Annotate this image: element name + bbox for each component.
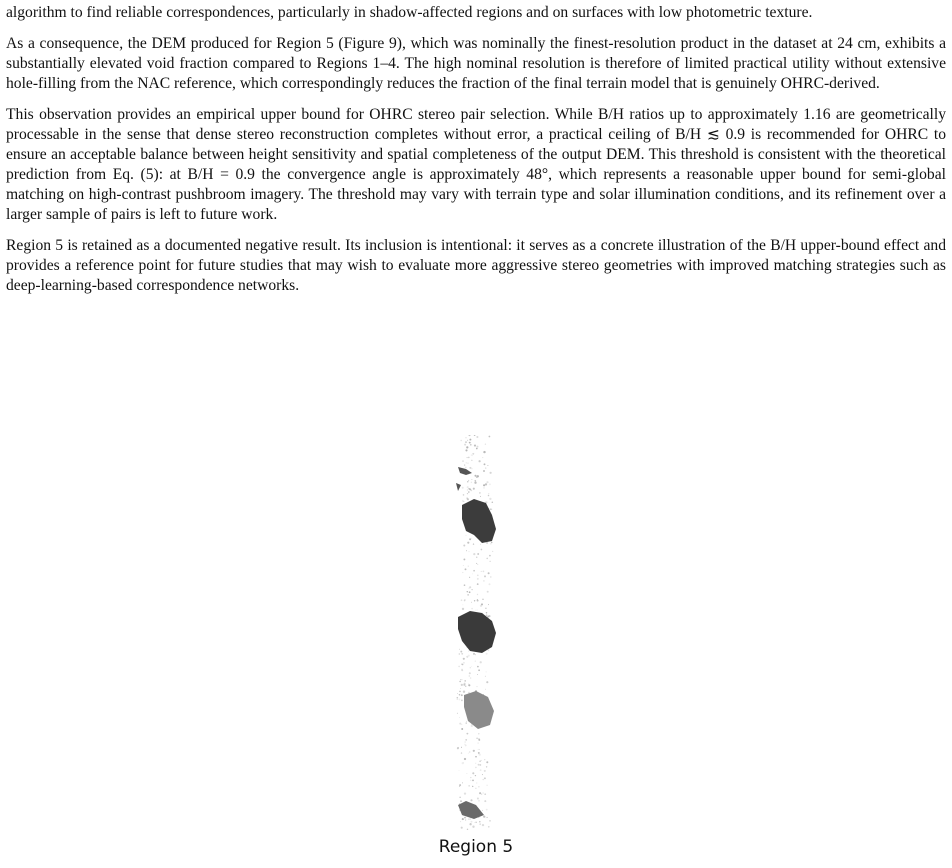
figure-caption: Region 5: [438, 837, 514, 857]
dem-patch-upper: [462, 499, 496, 543]
dem-strip-image: [452, 435, 500, 830]
dem-patch-top: [456, 467, 472, 491]
paragraph-4: Region 5 is retained as a documented negative result. Its inclusion is intentional: it serves as a concrete illustration of the B/H upper-bound effect and provides a reference point for future studies that may wish to evaluate more aggressive stereo geometries with improved matching strategies such as deep-learning-based correspondence networks.: [6, 237, 946, 294]
paragraph-2: As a consequence, the DEM produced for Region 5 (Figure 9), which was nominally the finest-resolution product in the dataset at 24 cm, exhibits a substantially elevated void fraction compared to Regions 1–4. The high nominal resolution is therefore of limited practical utility without extensive hole-filling from the NAC reference, which correspondingly reduces the fraction of the final terrain model that is genuinely OHRC-derived.: [6, 35, 946, 92]
figure: [0, 435, 952, 865]
dem-patch-lower: [464, 691, 494, 729]
dem-patch-bottom: [458, 801, 484, 819]
paragraph-3: This observation provides an empirical upper bound for OHRC stereo pair selection. While B/H ratios up to approximately 1.16 are geometrically processable in the sense that dense stereo reconstruction completes without error, a practical ceiling of B/H ≲ 0.9 is recommended for OHRC to ensure an acceptable balance between height sensitivity and spatial completeness of the output DEM. This threshold is consistent with the theoretical prediction from Eq. (5): at B/H = 0.9 the convergence angle is approximately 48°, which represents a reasonable upper bound for semi-global matching on high-contrast pushbroom imagery. The threshold may vary with terrain type and solar illumination conditions, and its refinement over a larger sample of pairs is left to future work.: [6, 106, 946, 223]
paragraph-1: algorithm to find reliable correspondences, particularly in shadow-affected regions and on surfaces with low photometric texture.: [6, 4, 813, 21]
paper-body: [6, 0, 946, 307]
dem-patch-middle: [458, 611, 496, 653]
